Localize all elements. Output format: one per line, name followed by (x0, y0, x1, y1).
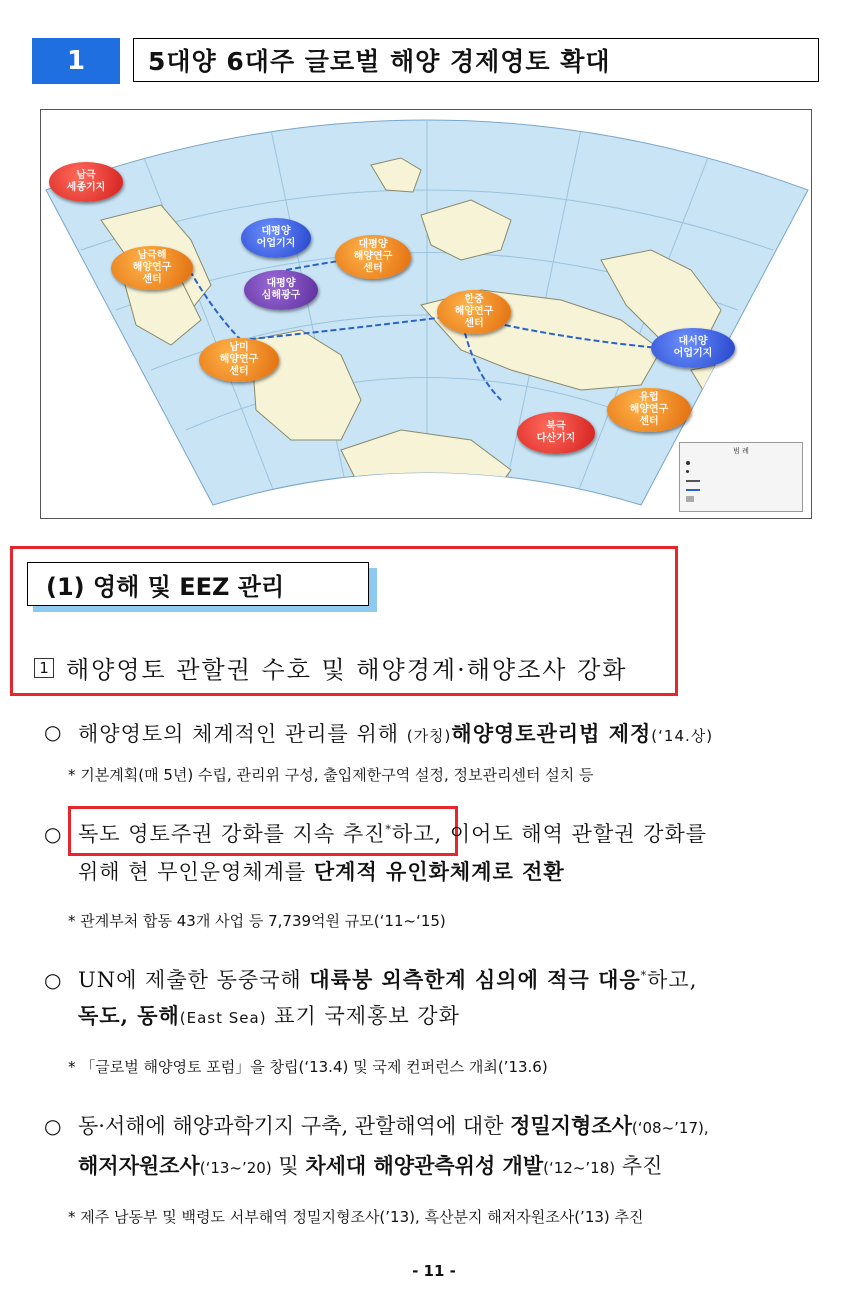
subsection-title: (1) 영해 및 EEZ 관리 (27, 562, 369, 606)
bullet-4-line1b: 정밀지형조사 (510, 1113, 632, 1138)
map-badge: 남미 해양연구 센터 (199, 338, 279, 382)
map-badge: 한중 해양연구 센터 (437, 290, 511, 334)
bullet-2-line2b: 단계적 유인화체계로 전환 (313, 859, 565, 884)
bullet-3-line-1 (78, 964, 697, 994)
bullet-4-line2d: 차세대 해양관측위성 개발 (305, 1153, 544, 1178)
bullet-3-line2b: (East Sea) (179, 1009, 267, 1027)
page-number: - 11 - (412, 1262, 456, 1280)
bullet-1-pre: 해양영토의 체계적인 관리를 위해 (78, 722, 407, 746)
bullet-3-line-2 (78, 1000, 460, 1030)
bullet-marker: ○ (44, 720, 62, 744)
note-1 (68, 764, 593, 785)
bullet-3-line1c: 하고, (647, 968, 698, 992)
map-badge: 남극 세종기지 (49, 162, 123, 202)
bullet-4-line2f: 추진 (615, 1154, 663, 1178)
note-marker: * (68, 766, 76, 784)
note-4 (68, 1206, 644, 1227)
note-2 (68, 910, 446, 931)
bullet-4-line2e: (‘12~’18) (543, 1159, 616, 1177)
legend-item (686, 476, 796, 485)
bullet-3-line2a: 독도, 동해 (78, 1003, 180, 1028)
bullet-2-bold: 독도 영토주권 강화를 지속 추진 (78, 822, 386, 846)
map-badge: 대서양 어업기지 (651, 328, 735, 368)
map-badge: 유럽 해양연구 센터 (607, 388, 691, 432)
note-2-text: 관계부처 합동 43개 사업 등 7,739억원 규모(‘11~‘15) (80, 912, 446, 930)
map-badge: 남극해 해양연구 센터 (111, 246, 193, 290)
bullet-2-rest: 하고, 이어도 해역 관할권 강화를 (391, 822, 708, 846)
bullet-4-line1a: 동·서해에 해양과학기지 구축, 관할해역에 대한 (78, 1114, 511, 1138)
bullet-3-line1b: 대륙붕 외측한계 심의에 적극 대응 (309, 967, 641, 992)
legend-item (686, 458, 796, 467)
note-4-text: 제주 남동부 및 백령도 서부해역 정밀지형조사(’13), 흑산분지 해저자원조사(’13) 추진 (80, 1208, 644, 1226)
page-title: 5대양 6대주 글로벌 해양 경제영토 확대 (133, 38, 819, 82)
bullet-3-line2c: 표기 국제홍보 강화 (266, 1004, 460, 1028)
bullet-3-line1a: UN에 제출한 동중국해 (78, 968, 310, 992)
legend-item (686, 494, 796, 503)
legend-item (686, 467, 796, 476)
bullet-marker: ○ (44, 968, 62, 992)
bullet-marker: ○ (44, 822, 62, 846)
bullet-2-sup: * (385, 823, 392, 836)
map-badge: 대평양 어업기지 (241, 218, 311, 258)
bullet-2-line2a: 위해 현 무인운영체계를 (78, 860, 314, 884)
bullet-4-line2b: (‘13~’20) (199, 1159, 272, 1177)
bullet-4-line1c: (‘08~’17), (631, 1119, 709, 1137)
section-heading: 해양영토 관할권 수호 및 해양경계·해양조사 강화 (66, 656, 628, 684)
bullet-3-sup: * (640, 969, 648, 982)
bullet-1-tail: (‘14.상) (651, 727, 714, 745)
bullet-1-text (78, 718, 713, 748)
bullet-4-line2a: 해저자원조사 (78, 1153, 200, 1178)
map-badge: 대평양 해양연구 센터 (335, 235, 411, 279)
map-badge: 북극 다산기지 (517, 412, 595, 454)
note-marker: * (68, 912, 76, 930)
bullet-1-bold: 해양영토관리법 제정 (451, 721, 652, 746)
bullet-4-line2c: 및 (271, 1154, 306, 1178)
bullet-2-line-1 (78, 818, 707, 848)
bullet-marker: ○ (44, 1114, 62, 1138)
note-3 (68, 1056, 548, 1077)
bullet-1-small: (가칭) (406, 727, 452, 745)
section-number: 1 (32, 38, 120, 84)
note-marker: * (68, 1208, 76, 1226)
note-3-text: 「글로벌 해양영토 포럼」을 창립(‘13.4) 및 국제 컨퍼런스 개최(’13.6) (80, 1058, 548, 1076)
note-marker: * (68, 1058, 76, 1076)
note-1-text: 기본계획(매 5년) 수립, 관리위 구성, 출입제한구역 설정, 정보관리센터 설치 등 (80, 766, 594, 784)
legend-item (686, 485, 796, 494)
bullet-4-line-1 (78, 1110, 709, 1140)
map-badge: 대평양 심해광구 (244, 270, 318, 310)
world-map (40, 109, 812, 519)
legend-title: 범 례 (733, 447, 749, 455)
bullet-2-line-2 (78, 856, 565, 886)
bullet-4-line-2 (78, 1150, 662, 1180)
item-number: 1 (34, 658, 54, 678)
map-legend (679, 442, 803, 512)
